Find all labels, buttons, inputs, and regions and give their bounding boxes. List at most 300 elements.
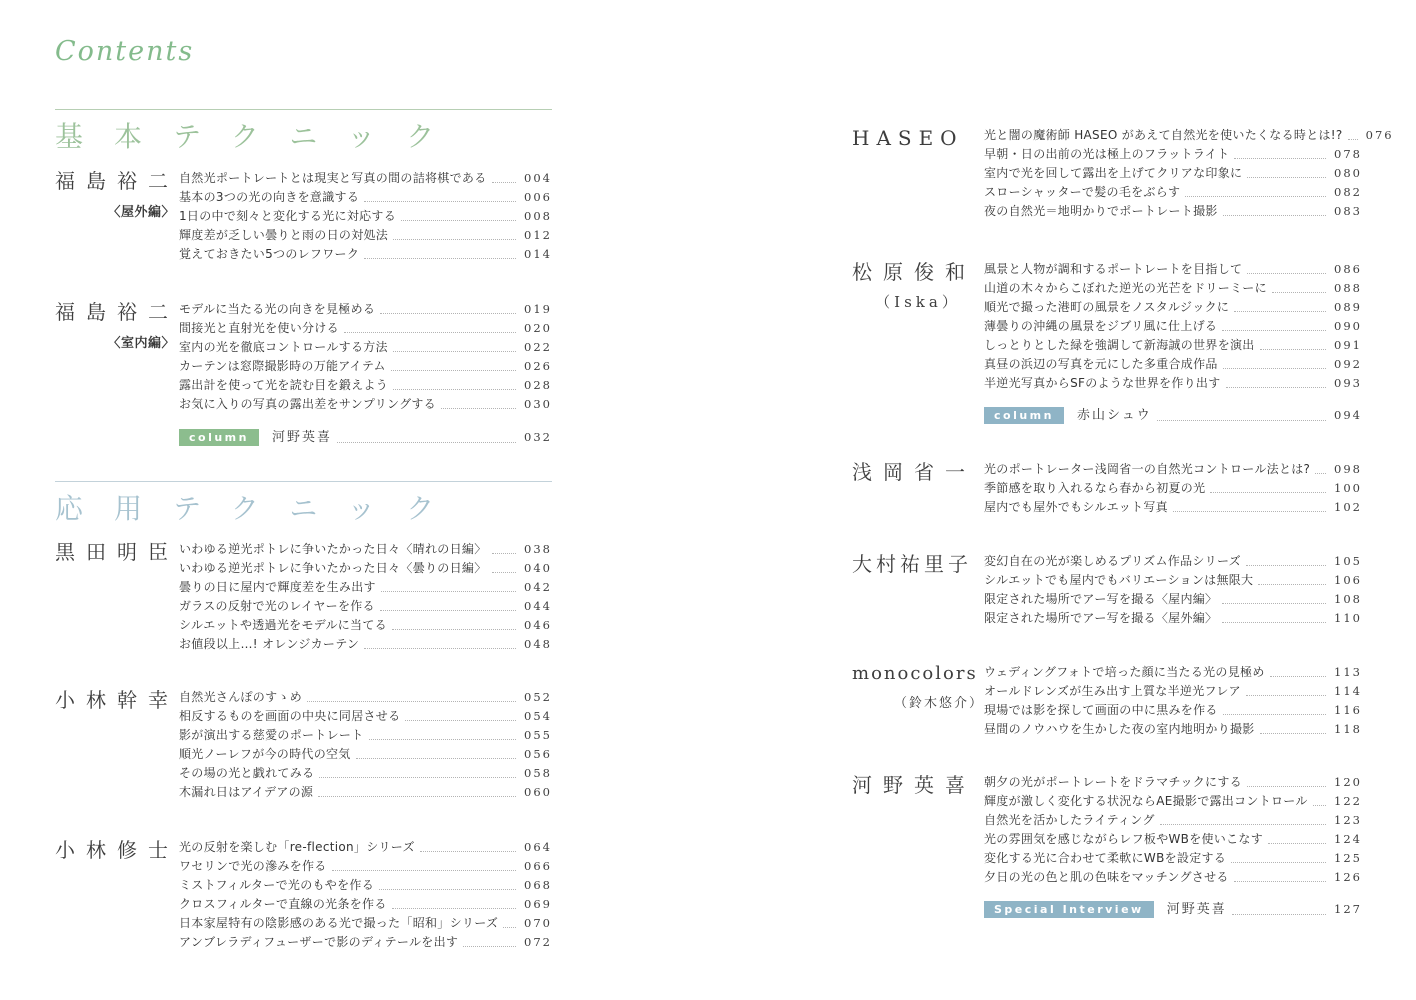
toc-entry bbox=[984, 609, 1362, 628]
author-name-column bbox=[55, 540, 179, 654]
author-name-column bbox=[852, 552, 984, 628]
entry-page: 042 bbox=[524, 579, 552, 594]
toc-entry bbox=[984, 590, 1362, 609]
entry-title: シルエットでも屋内でもバリエーションは無限大 bbox=[984, 573, 1254, 587]
entry-page: 070 bbox=[524, 915, 552, 930]
toc-entry bbox=[984, 183, 1362, 202]
entry-page: 056 bbox=[524, 746, 552, 761]
toc-entry bbox=[179, 338, 552, 357]
entry-page: 014 bbox=[524, 247, 552, 262]
entry-page: 078 bbox=[1334, 147, 1362, 161]
special-interview-badge: Special Interview bbox=[984, 901, 1154, 918]
entry-title: 順光ノーレフが今の時代の空気 bbox=[179, 746, 351, 761]
entry-title: 半逆光写真からSFのような世界を作り出す bbox=[984, 376, 1221, 390]
toc-entry bbox=[984, 498, 1362, 517]
entry-page: 106 bbox=[1334, 573, 1362, 587]
entry-page: 098 bbox=[1334, 462, 1362, 476]
dotted-leader bbox=[381, 591, 516, 592]
entry-page: 082 bbox=[1334, 185, 1362, 199]
entry-page: 126 bbox=[1334, 870, 1362, 884]
entry-title: 季節感を取り入れるなら春から初夏の光 bbox=[984, 481, 1206, 495]
author-section-kobayashi-mikiyuki bbox=[55, 688, 552, 802]
author-section-fukushima-indoor bbox=[55, 300, 552, 414]
author-subtitle: （鈴木悠介） bbox=[893, 695, 984, 711]
entry-title: ガラスの反射で光のレイヤーを作る bbox=[179, 598, 375, 613]
entry-title: 光の反射を楽しむ「re-flection」シリーズ bbox=[179, 839, 415, 854]
entry-page: 100 bbox=[1334, 481, 1362, 495]
dotted-leader bbox=[503, 927, 516, 928]
entry-page: 004 bbox=[524, 171, 552, 186]
entry-title: 自然光ポートレートとは現実と写真の間の詰将棋である bbox=[179, 171, 487, 186]
dotted-leader bbox=[420, 851, 516, 852]
entry-page: 058 bbox=[524, 765, 552, 780]
toc-entry bbox=[984, 773, 1362, 792]
toc-entry bbox=[984, 164, 1362, 183]
toc-entry bbox=[984, 279, 1362, 298]
entry-page: 094 bbox=[1334, 408, 1362, 422]
entry-page: 090 bbox=[1334, 319, 1362, 333]
dotted-leader bbox=[1315, 473, 1326, 474]
author-section-fukushima-outdoor bbox=[55, 169, 552, 264]
entry-title: 影が演出する慈愛のポートレート bbox=[179, 727, 364, 742]
toc-left-page bbox=[55, 36, 552, 952]
entry-page: 020 bbox=[524, 321, 552, 336]
entry-title: 変化する光に合わせて柔軟にWBを設定する bbox=[984, 851, 1227, 865]
author-name: 浅岡省一 bbox=[852, 460, 976, 484]
entry-list bbox=[179, 688, 552, 802]
dotted-leader bbox=[1247, 177, 1326, 178]
toc-entry bbox=[984, 811, 1362, 830]
entry-title: 風景と人物が調和するポートレートを目指して bbox=[984, 262, 1243, 276]
entry-title: 曇りの日に屋内で輝度差を生み出す bbox=[179, 579, 376, 594]
toc-entry bbox=[984, 720, 1362, 739]
entry-list bbox=[179, 169, 552, 264]
toc-entry bbox=[984, 145, 1362, 164]
author-name: 小林修士 bbox=[55, 837, 179, 862]
toc-entry bbox=[179, 783, 552, 802]
column-row bbox=[179, 428, 552, 448]
dotted-leader bbox=[492, 572, 516, 573]
entry-page: 122 bbox=[1334, 794, 1362, 808]
entry-title: しっとりとした緑を強調して新海誠の世界を演出 bbox=[984, 338, 1255, 352]
entry-title: 室内で光を回して露出を上げてクリアな印象に bbox=[984, 166, 1243, 180]
toc-entry bbox=[984, 374, 1362, 393]
author-name-column bbox=[55, 838, 179, 952]
toc-entry bbox=[984, 355, 1362, 374]
dotted-leader bbox=[1234, 881, 1326, 882]
entry-page: 028 bbox=[524, 378, 552, 393]
column-badge: column bbox=[179, 429, 259, 446]
entry-page: 060 bbox=[524, 784, 552, 799]
entry-title: いわゆる逆光ポトレに争いたかった日々〈曇りの日編〉 bbox=[179, 560, 487, 575]
dotted-leader bbox=[337, 442, 516, 443]
toc-entry bbox=[984, 460, 1362, 479]
entry-title: 限定された場所でアー写を撮る〈屋内編〉 bbox=[984, 592, 1218, 606]
dotted-leader bbox=[393, 351, 516, 352]
entry-page: 044 bbox=[524, 598, 552, 613]
entry-title: お気に入りの写真の露出差をサンプリングする bbox=[179, 397, 436, 412]
dotted-leader bbox=[393, 389, 516, 390]
toc-entry bbox=[179, 933, 552, 952]
toc-entry bbox=[179, 726, 552, 745]
dotted-leader bbox=[1246, 695, 1326, 696]
dotted-leader bbox=[405, 720, 516, 721]
entry-page: 048 bbox=[524, 636, 552, 651]
entry-title: 屋内でも屋外でもシルエット写真 bbox=[984, 500, 1168, 514]
author-name: 黒田明臣 bbox=[55, 539, 179, 564]
dotted-leader bbox=[1223, 368, 1326, 369]
toc-entry bbox=[179, 300, 552, 319]
dotted-leader bbox=[1348, 139, 1358, 140]
author-section-matsubara bbox=[852, 260, 1362, 393]
author-name: 福島裕二 bbox=[55, 300, 179, 325]
toc-entry bbox=[179, 245, 552, 264]
author-section-kobayashi-shuji bbox=[55, 838, 552, 952]
entry-title: お値段以上…! オレンジカーテン bbox=[179, 636, 360, 651]
entry-page: 114 bbox=[1334, 684, 1362, 698]
dotted-leader bbox=[441, 408, 516, 409]
dotted-leader bbox=[1222, 603, 1326, 604]
entry-title: 自然光を活かしたライティング bbox=[984, 813, 1155, 827]
toc-entry bbox=[179, 745, 552, 764]
toc-entry bbox=[179, 688, 552, 707]
author-section-haseo bbox=[852, 126, 1394, 221]
dotted-leader bbox=[401, 220, 516, 221]
entry-list bbox=[984, 773, 1362, 887]
entry-title: 木漏れ日はアイデアの源 bbox=[179, 784, 314, 799]
entry-page: 019 bbox=[524, 302, 552, 317]
dotted-leader bbox=[1232, 914, 1326, 915]
toc-entry bbox=[179, 395, 552, 414]
entry-page: 069 bbox=[524, 896, 552, 911]
toc-entry bbox=[984, 830, 1362, 849]
dotted-leader bbox=[1226, 387, 1326, 388]
dotted-leader bbox=[1157, 420, 1326, 421]
special-interview-author: 河野英喜 bbox=[1166, 902, 1227, 917]
entry-title: 相反するものを画面の中央に同居させる bbox=[179, 708, 401, 723]
entry-title: 早朝・日の出前の光は極上のフラットライト bbox=[984, 147, 1230, 161]
entry-page: 012 bbox=[524, 228, 552, 243]
toc-entry bbox=[179, 895, 552, 914]
entry-title: 間接光と直射光を使い分ける bbox=[179, 321, 339, 336]
dotted-leader bbox=[344, 332, 516, 333]
dotted-leader bbox=[318, 796, 516, 797]
entry-page: 093 bbox=[1334, 376, 1362, 390]
toc-entry bbox=[179, 764, 552, 783]
entry-page: 120 bbox=[1334, 775, 1362, 789]
special-interview-row bbox=[984, 900, 1362, 920]
author-section-asaoka bbox=[852, 460, 1362, 517]
dotted-leader bbox=[391, 370, 516, 371]
entry-page: 030 bbox=[524, 397, 552, 412]
entry-page: 064 bbox=[524, 839, 552, 854]
toc-entry bbox=[984, 571, 1362, 590]
entry-title: 光の雰囲気を感じながらレフ板やWBを使いこなす bbox=[984, 832, 1263, 846]
entry-title: 輝度が激しく変化する状況ならAE撮影で露出コントロール bbox=[984, 794, 1308, 808]
column-author: 赤山シュウ bbox=[1076, 408, 1152, 423]
dotted-leader bbox=[364, 201, 516, 202]
entry-page: 026 bbox=[524, 359, 552, 374]
entry-page: 052 bbox=[524, 689, 552, 704]
entry-title: 覚えておきたい5つのレフワーク bbox=[179, 247, 360, 262]
toc-entry bbox=[179, 616, 552, 635]
dotted-leader bbox=[1222, 622, 1326, 623]
toc-entry bbox=[984, 552, 1362, 571]
entry-title: 1日の中で刻々と変化する光に対応する bbox=[179, 209, 397, 224]
dotted-leader bbox=[364, 258, 516, 259]
entry-title: 日本家屋特有の陰影感のある光で撮った「昭和」シリーズ bbox=[179, 915, 499, 930]
entry-title: 夜の自然光＝地明かりでポートレート撮影 bbox=[984, 204, 1218, 218]
dotted-leader bbox=[1223, 714, 1326, 715]
section-heading-basic: 基本テクニック bbox=[55, 109, 552, 155]
dotted-leader bbox=[1313, 805, 1326, 806]
author-subtitle: （Iska） bbox=[875, 293, 961, 311]
toc-entry bbox=[179, 707, 552, 726]
toc-entry bbox=[179, 226, 552, 245]
toc-entry bbox=[179, 188, 552, 207]
dotted-leader bbox=[1246, 565, 1326, 566]
author-section-kono bbox=[852, 773, 1362, 887]
entry-page: 124 bbox=[1334, 832, 1362, 846]
dotted-leader bbox=[1268, 843, 1326, 844]
dotted-leader bbox=[380, 313, 516, 314]
author-section-omura bbox=[852, 552, 1362, 628]
dotted-leader bbox=[392, 908, 516, 909]
entry-page: 125 bbox=[1334, 851, 1362, 865]
toc-entry bbox=[179, 597, 552, 616]
entry-list bbox=[984, 663, 1362, 739]
dotted-leader bbox=[1210, 492, 1326, 493]
dotted-leader bbox=[364, 648, 516, 649]
entry-page: 072 bbox=[524, 934, 552, 949]
entry-page: 046 bbox=[524, 617, 552, 632]
entry-list bbox=[984, 126, 1394, 221]
entry-title: 輝度差が乏しい曇りと雨の日の対処法 bbox=[179, 228, 389, 243]
dotted-leader bbox=[1231, 862, 1326, 863]
toc-entry bbox=[179, 914, 552, 933]
entry-title: 光と闇の魔術師 HASEO があえて自然光を使いたくなる時とは!? bbox=[984, 128, 1343, 142]
toc-entry bbox=[179, 357, 552, 376]
entry-page: 032 bbox=[524, 430, 552, 445]
dotted-leader bbox=[356, 758, 516, 759]
entry-title: 変幻自在の光が楽しめるプリズム作品シリーズ bbox=[984, 554, 1241, 568]
entry-list bbox=[984, 552, 1362, 628]
dotted-leader bbox=[369, 739, 516, 740]
dotted-leader bbox=[1270, 676, 1326, 677]
entry-title: 室内の光を徹底コントロールする方法 bbox=[179, 340, 388, 355]
toc-entry bbox=[984, 298, 1362, 317]
author-name: 河野英喜 bbox=[852, 773, 976, 797]
entry-page: 086 bbox=[1334, 262, 1362, 276]
entry-list bbox=[984, 260, 1362, 393]
entry-page: 080 bbox=[1334, 166, 1362, 180]
dotted-leader bbox=[1185, 196, 1326, 197]
dotted-leader bbox=[1234, 158, 1326, 159]
entry-title: ワセリンで光の滲みを作る bbox=[179, 858, 327, 873]
entry-page: 022 bbox=[524, 340, 552, 355]
entry-title: カーテンは窓際撮影時の万能アイテム bbox=[179, 359, 386, 374]
entry-title: 真昼の浜辺の写真を元にした多重合成作品 bbox=[984, 357, 1218, 371]
dotted-leader bbox=[1234, 311, 1326, 312]
dotted-leader bbox=[380, 610, 516, 611]
dotted-leader bbox=[1173, 511, 1326, 512]
dotted-leader bbox=[319, 777, 516, 778]
entry-page: 068 bbox=[524, 877, 552, 892]
dotted-leader bbox=[1247, 786, 1326, 787]
dotted-leader bbox=[1222, 330, 1326, 331]
entry-page: 008 bbox=[524, 209, 552, 224]
toc-right-page bbox=[852, 126, 1394, 920]
entry-page: 123 bbox=[1334, 813, 1362, 827]
entry-title: オールドレンズが生み出す上質な半逆光フレア bbox=[984, 684, 1241, 698]
toc-entry bbox=[179, 876, 552, 895]
dotted-leader bbox=[492, 182, 516, 183]
author-section-kuroda bbox=[55, 540, 552, 654]
entry-title: 山道の木々からこぼれた逆光の光芒をドリーミーに bbox=[984, 281, 1267, 295]
author-name: HASEO bbox=[852, 126, 964, 150]
toc-entry bbox=[179, 540, 552, 559]
column-author: 河野英喜 bbox=[271, 430, 332, 446]
dotted-leader bbox=[1260, 733, 1326, 734]
entry-page: 066 bbox=[524, 858, 552, 873]
dotted-leader bbox=[1160, 824, 1326, 825]
entry-list bbox=[984, 460, 1362, 517]
toc-entry bbox=[984, 479, 1362, 498]
toc-entry bbox=[984, 317, 1362, 336]
entry-list bbox=[179, 540, 552, 654]
dotted-leader bbox=[1260, 349, 1326, 350]
author-name-column bbox=[852, 126, 984, 221]
toc-entry bbox=[984, 849, 1362, 868]
dotted-leader bbox=[307, 701, 516, 702]
entry-title: スローシャッターで髪の毛をぶらす bbox=[984, 185, 1181, 199]
entry-page: 102 bbox=[1334, 500, 1362, 514]
author-name: 福島裕二 bbox=[55, 169, 179, 194]
entry-page: 092 bbox=[1334, 357, 1362, 371]
entry-page: 083 bbox=[1334, 204, 1362, 218]
toc-entry bbox=[984, 682, 1362, 701]
entry-page: 040 bbox=[524, 560, 552, 575]
dotted-leader bbox=[332, 870, 516, 871]
author-subtitle: 〈室内編〉 bbox=[107, 336, 175, 352]
entry-title: 現場では影を探して画面の中に黒みを作る bbox=[984, 703, 1218, 717]
entry-list bbox=[179, 838, 552, 952]
entry-title: アンブレラディフューザーで影のディテールを出す bbox=[179, 934, 459, 949]
toc-entry bbox=[179, 319, 552, 338]
author-name: monocolors bbox=[852, 663, 978, 684]
entry-page: 127 bbox=[1334, 902, 1362, 916]
toc-entry bbox=[984, 202, 1362, 221]
toc-entry bbox=[179, 635, 552, 654]
entry-page: 108 bbox=[1334, 592, 1362, 606]
entry-title: その場の光と戯れてみる bbox=[179, 765, 315, 780]
entry-page: 089 bbox=[1334, 300, 1362, 314]
toc-entry bbox=[984, 336, 1362, 355]
dotted-leader bbox=[463, 946, 516, 947]
author-name-column bbox=[852, 773, 984, 887]
author-name-column bbox=[852, 663, 984, 739]
dotted-leader bbox=[1223, 215, 1326, 216]
entry-page: 038 bbox=[524, 541, 552, 556]
entry-title: シルエットや透過光をモデルに当てる bbox=[179, 617, 387, 632]
entry-title: ミストフィルターで光のもやを作る bbox=[179, 877, 375, 892]
toc-entry bbox=[179, 838, 552, 857]
author-name: 大村祐里子 bbox=[852, 552, 972, 576]
author-name: 小林幹幸 bbox=[55, 687, 179, 712]
entry-page: 088 bbox=[1334, 281, 1362, 295]
author-name: 松原俊和 bbox=[852, 260, 976, 284]
entry-title: 限定された場所でアー写を撮る〈屋外編〉 bbox=[984, 611, 1218, 625]
author-name-column bbox=[852, 460, 984, 517]
contents-script-title: Contents bbox=[55, 36, 195, 67]
entry-page: 076 bbox=[1365, 128, 1394, 142]
author-subtitle: 〈屋外編〉 bbox=[107, 205, 175, 221]
entry-title: 露出計を使って光を読む目を鍛えよう bbox=[179, 378, 389, 393]
entry-list bbox=[179, 300, 552, 414]
entry-title: 朝夕の光がポートレートをドラマチックにする bbox=[984, 775, 1242, 789]
toc-entry bbox=[179, 578, 552, 597]
toc-entry bbox=[984, 792, 1362, 811]
dotted-leader bbox=[492, 553, 516, 554]
author-name-column bbox=[852, 260, 984, 393]
column-badge: column bbox=[984, 407, 1064, 424]
entry-page: 105 bbox=[1334, 554, 1362, 568]
entry-title: いわゆる逆光ポトレに争いたかった日々〈晴れの日編〉 bbox=[179, 541, 487, 556]
entry-title: 自然光さんぽのすゝめ bbox=[179, 689, 303, 704]
dotted-leader bbox=[1258, 584, 1326, 585]
dotted-leader bbox=[392, 629, 516, 630]
dotted-leader bbox=[1272, 292, 1326, 293]
entry-page: 054 bbox=[524, 708, 552, 723]
entry-title: 基本の3つの光の向きを意識する bbox=[179, 190, 360, 205]
entry-page: 116 bbox=[1334, 703, 1362, 717]
toc-entry bbox=[984, 701, 1362, 720]
entry-title: 薄曇りの沖縄の風景をジブリ風に仕上げる bbox=[984, 319, 1218, 333]
entry-title: 順光で撮った港町の風景をノスタルジックに bbox=[984, 300, 1230, 314]
entry-title: クロスフィルターで直線の光条を作る bbox=[179, 896, 387, 911]
toc-entry bbox=[984, 663, 1362, 682]
dotted-leader bbox=[1247, 273, 1326, 274]
entry-page: 113 bbox=[1334, 665, 1362, 679]
toc-entry bbox=[984, 126, 1394, 145]
toc-entry bbox=[179, 169, 552, 188]
author-name-column bbox=[55, 300, 179, 414]
entry-page: 110 bbox=[1334, 611, 1362, 625]
toc-entry bbox=[179, 207, 552, 226]
author-name-column bbox=[55, 169, 179, 264]
dotted-leader bbox=[393, 239, 516, 240]
toc-entry bbox=[984, 868, 1362, 887]
section-heading-advanced: 応用テクニック bbox=[55, 481, 552, 527]
entry-title: 夕日の光の色と肌の色味をマッチングさせる bbox=[984, 870, 1229, 884]
entry-title: 光のポートレーター浅岡省一の自然光コントロール法とは? bbox=[984, 462, 1311, 476]
toc-entry bbox=[984, 260, 1362, 279]
author-name-column bbox=[55, 688, 179, 802]
toc-entry bbox=[179, 376, 552, 395]
entry-title: ウェディングフォトで培った顔に当たる光の見極め bbox=[984, 665, 1265, 679]
entry-page: 006 bbox=[524, 190, 552, 205]
entry-page: 055 bbox=[524, 727, 552, 742]
column-row bbox=[984, 406, 1362, 426]
entry-title: 昼間のノウハウを生かした夜の室内地明かり撮影 bbox=[984, 722, 1255, 736]
entry-page: 091 bbox=[1334, 338, 1362, 352]
toc-entry bbox=[179, 857, 552, 876]
entry-page: 118 bbox=[1334, 722, 1362, 736]
toc-entry bbox=[179, 559, 552, 578]
author-section-monocolors bbox=[852, 663, 1362, 739]
entry-title: モデルに当たる光の向きを見極める bbox=[179, 302, 376, 317]
dotted-leader bbox=[379, 889, 516, 890]
